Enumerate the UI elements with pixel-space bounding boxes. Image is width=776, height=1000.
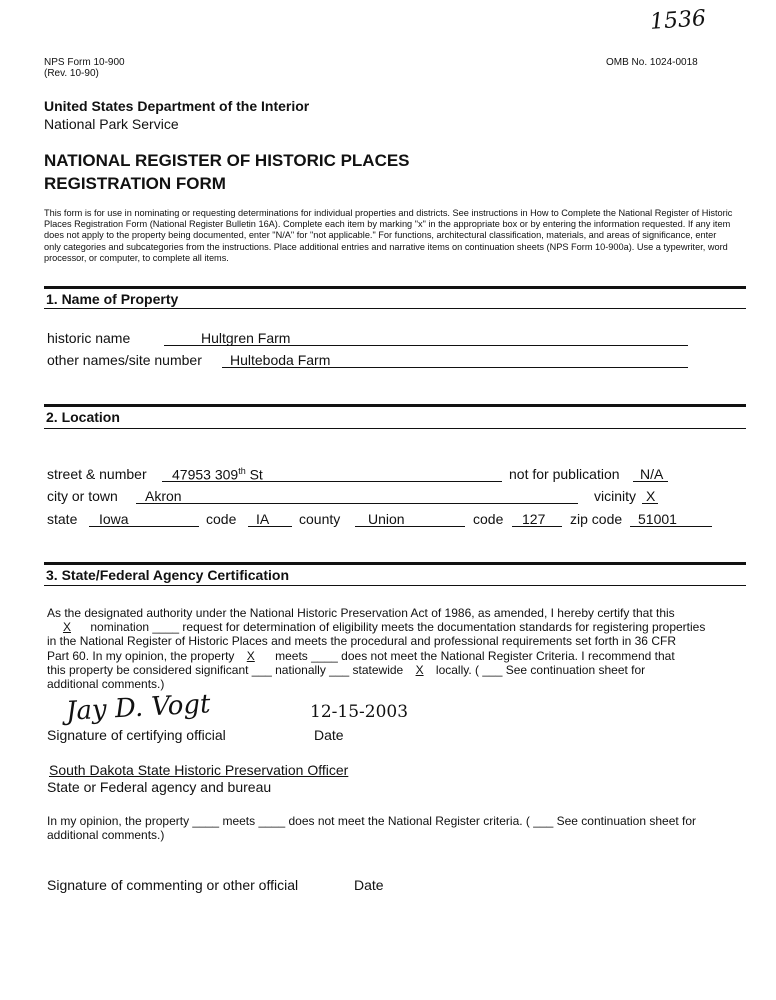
- section3-heading: 3. State/Federal Agency Certification: [46, 567, 289, 583]
- street-label: street & number: [47, 466, 147, 482]
- certification-line5: [47, 663, 645, 677]
- omb-number: OMB No. 1024-0018: [606, 57, 698, 68]
- county-code-label: code: [473, 511, 504, 527]
- street-number: 47953 309: [172, 466, 239, 483]
- nomination-mark: X: [62, 620, 71, 634]
- form-instructions: This form is for use in nominating or requesting determinations for individual properties and districts. See instructions in How to Complete the National Register of Historic Places Registration Form (National Register Bulletin 16A). Complete each item by marking "x" in the appropriate box or by entering the information requested. If any item does not apply to the property being documented, enter "N/A" for "not applicable." For functions, architectural classification, materials, and areas of significance, enter only categories and subcategories from the instructions. Place additional entries and narrative items on continuation sheets (NPS Form 10-900a). Use a typewriter, word processor, or computer, to complete all items.: [44, 208, 733, 263]
- vicinity-value: X: [646, 488, 656, 504]
- county-value: Union: [368, 511, 405, 527]
- section2-top-rule: [44, 404, 746, 407]
- street-ordinal: th: [238, 466, 246, 476]
- opinion-line1: In my opinion, the property ____ meets ____ does not meet the National Register criteria. ( ___ See continuation sheet for: [47, 814, 697, 828]
- opinion-line2: additional comments.): [47, 828, 165, 842]
- certification-line5-a: this property be considered significant ___ nationally ___ statewide: [47, 663, 404, 677]
- commenting-date-label: Date: [354, 877, 384, 893]
- certifying-date: 12-15-2003: [310, 702, 409, 722]
- zip-value: 51001: [638, 511, 677, 527]
- county-code-value: 127: [522, 511, 546, 527]
- city-line: [136, 503, 578, 504]
- department-name: United States Department of the Interior: [44, 98, 310, 114]
- certification-line4-b: meets ____ does not meet the National Register Criteria. I recommend that: [275, 649, 675, 663]
- section2-heading: 2. Location: [46, 409, 120, 425]
- not-for-publication-value: N/A: [640, 466, 664, 482]
- certifying-signature: Jay D. Vogt: [65, 689, 212, 727]
- other-names-label: other names/site number: [47, 352, 202, 368]
- vicinity-label: vicinity: [594, 488, 637, 504]
- section2-bottom-rule: [44, 428, 746, 429]
- locally-mark: X: [415, 663, 424, 677]
- certification-line2: [47, 620, 705, 634]
- handwritten-page-number: 1536: [649, 6, 707, 35]
- section3-bottom-rule: [44, 585, 746, 586]
- certifying-agency-value: South Dakota State Historic Preservation Officer: [49, 762, 349, 778]
- section1-heading: 1. Name of Property: [46, 291, 179, 307]
- county-label: county: [299, 511, 341, 527]
- certification-line4: [47, 649, 675, 663]
- form-revision: (Rev. 10-90): [44, 68, 99, 79]
- form-title-line2: REGISTRATION FORM: [44, 174, 226, 193]
- certification-line2-text: nomination ____ request for determination of eligibility meets the documentation standards for registering properties: [90, 620, 706, 634]
- state-code-value: IA: [256, 511, 270, 527]
- state-value: Iowa: [99, 511, 129, 527]
- not-for-publication-label: not for publication: [509, 466, 620, 482]
- state-code-label: code: [206, 511, 237, 527]
- form-title-line1: NATIONAL REGISTER OF HISTORIC PLACES: [44, 151, 410, 170]
- certification-line6: additional comments.): [47, 677, 165, 691]
- certifying-agency-label: State or Federal agency and bureau: [47, 779, 272, 795]
- city-label: city or town: [47, 488, 118, 504]
- meets-mark: X: [246, 649, 255, 663]
- certification-line3: in the National Register of Historic Places and meets the procedural and professional requirements set forth in 36 CFR: [47, 634, 676, 648]
- other-names-value: Hulteboda Farm: [230, 352, 331, 368]
- state-code-line: [248, 526, 292, 527]
- city-value: Akron: [145, 488, 182, 504]
- street-value: [172, 466, 263, 483]
- state-label: state: [47, 511, 78, 527]
- historic-name-label: historic name: [47, 330, 131, 346]
- certifying-signature-label: Signature of certifying official: [47, 727, 226, 743]
- certification-line5-b: locally. ( ___ See continuation sheet for: [435, 663, 646, 677]
- certification-line4-a: Part 60. In my opinion, the property: [47, 649, 235, 663]
- certification-line1: As the designated authority under the National Historic Preservation Act of 1986, as amended, I hereby certify that this: [47, 606, 675, 620]
- agency-name: National Park Service: [44, 116, 179, 132]
- section1-top-rule: [44, 286, 746, 289]
- street-suffix: St: [245, 466, 263, 483]
- commenting-signature-label: Signature of commenting or other official: [47, 877, 299, 893]
- section3-top-rule: [44, 562, 746, 565]
- zip-label: zip code: [570, 511, 623, 527]
- certifying-date-label: Date: [314, 727, 344, 743]
- section1-bottom-rule: [44, 308, 746, 309]
- historic-name-value: Hultgren Farm: [201, 330, 291, 346]
- form-number: NPS Form 10-900: [44, 57, 125, 68]
